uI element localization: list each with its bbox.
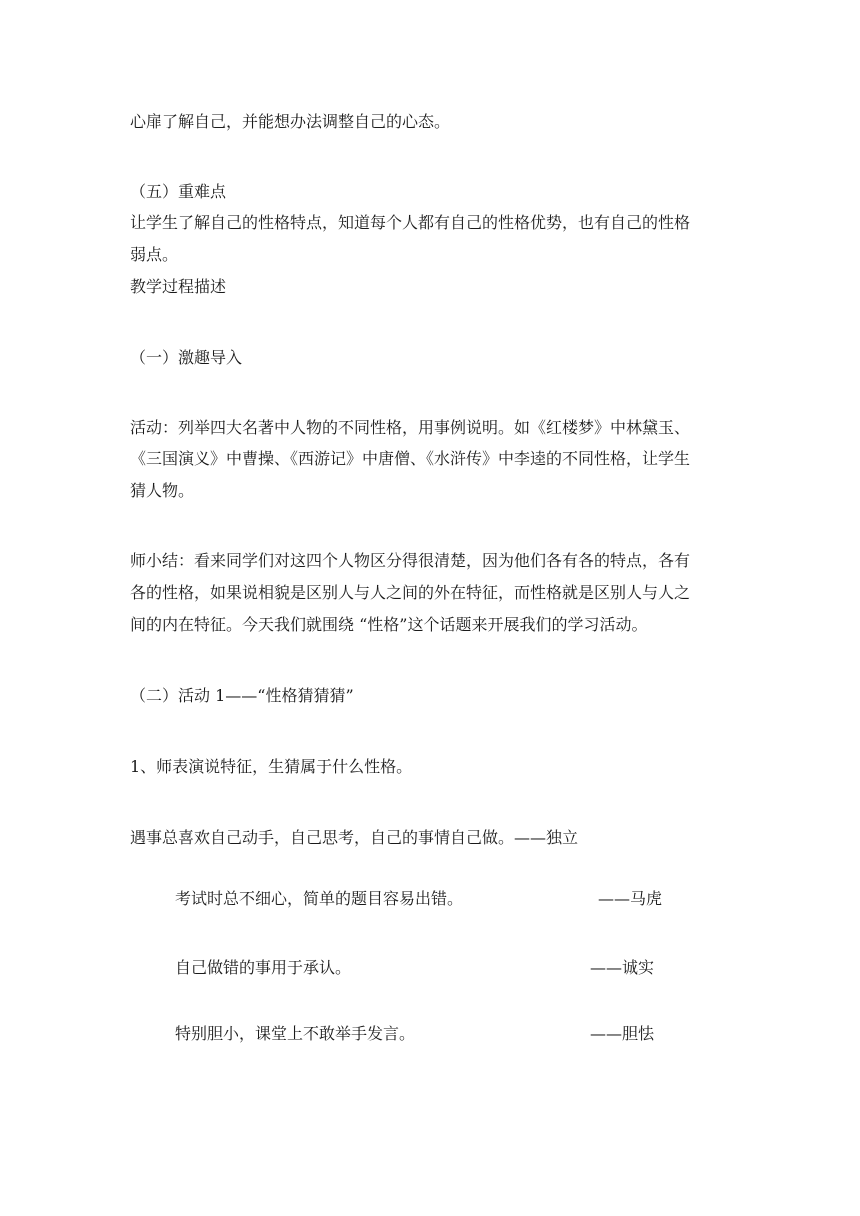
activity-text-line-3: 猜人物。 <box>130 481 195 500</box>
example-text: 自己做错的事用于承认。 <box>175 958 352 977</box>
summary-text-line-1: 师小结：看来同学们对这四个人物区分得很清楚，因为他们各有各的特点，各有 <box>130 551 691 570</box>
activity-text-line-2: 《三国演义》中曹操、《西游记》中唐僧、《水浒传》中李逵的不同性格，让学生 <box>130 449 691 468</box>
example-answer: ——马虎 <box>598 889 663 908</box>
example-text: 考试时总不细心，简单的题目容易出错。 <box>175 889 464 908</box>
section-one-heading: （一）激趣导入 <box>130 348 243 367</box>
intro-text-line: 心扉了解自己，并能想办法调整自己的心态。 <box>130 112 451 131</box>
section-five-text-line-2: 弱点。 <box>130 245 179 264</box>
example-text: 特别胆小，课堂上不敢举手发言。 <box>175 1024 416 1043</box>
example-answer: ——胆怯 <box>590 1024 655 1043</box>
summary-text-line-3: 间的内在特征。今天我们就围绕 “性格”这个话题来开展我们的学习活动。 <box>130 615 648 634</box>
activity-text-line-1: 活动：列举四大名著中人物的不同性格，用事例说明。如《红楼梦》中林黛玉、 <box>130 418 691 437</box>
section-two-heading: （二）活动 1——“性格猜猜猜” <box>130 686 354 705</box>
summary-text-line-2: 各的性格，如果说相貌是区别人与人之间的外在特征，而性格就是区别人与人之 <box>130 583 691 602</box>
section-five-heading: （五）重难点 <box>130 182 227 201</box>
example-answer: ——诚实 <box>590 958 655 977</box>
teaching-process-heading: 教学过程描述 <box>130 277 227 296</box>
section-five-text-line-1: 让学生了解自己的性格特点，知道每个人都有自己的性格优势，也有自己的性格 <box>130 213 691 232</box>
example-independent: 遇事总喜欢自己动手，自己思考，自己的事情自己做。——独立 <box>130 828 579 847</box>
step-one-text: 1、师表演说特征，生猜属于什么性格。 <box>130 757 413 776</box>
